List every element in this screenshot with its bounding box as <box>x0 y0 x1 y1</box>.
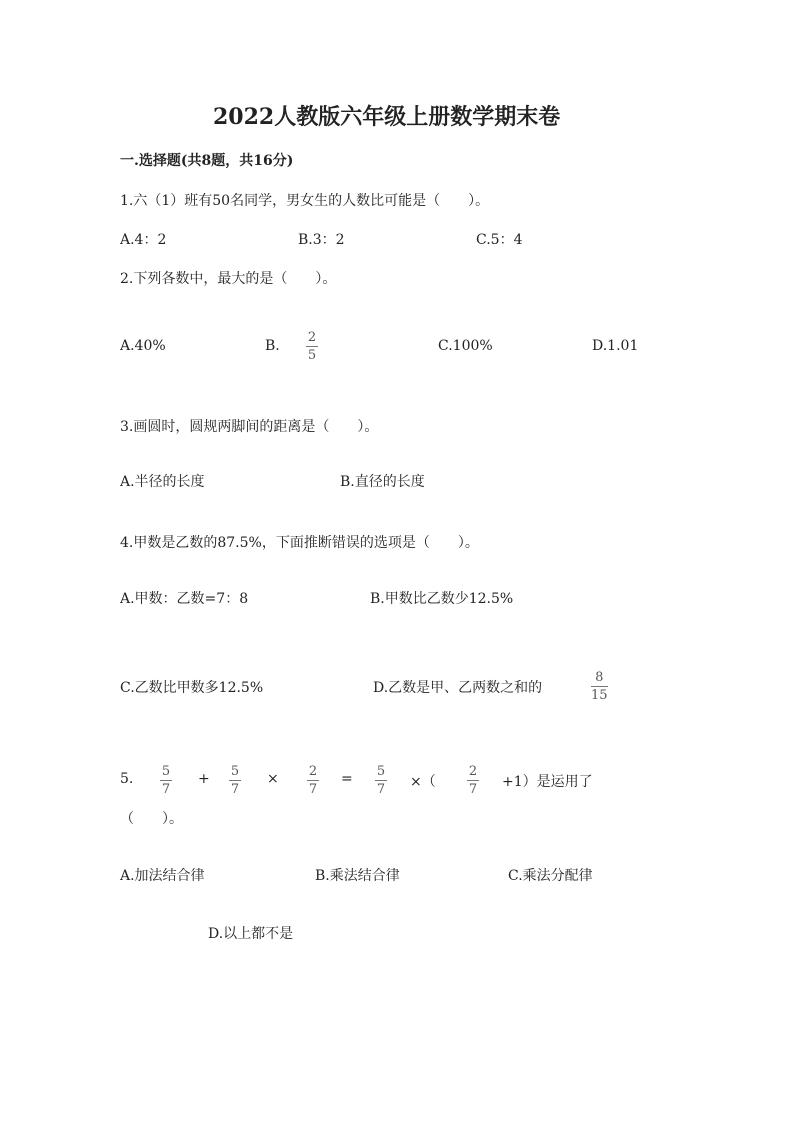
question-4-stem: 4.甲数是乙数的87.5%，下面推断错误的选项是（ ）。 <box>120 535 479 551</box>
fraction-bar <box>591 686 608 687</box>
page-title: 2022人教版六年级上册数学期末卷 <box>213 104 561 130</box>
fraction-denominator: 15 <box>591 688 608 703</box>
question-1-option-a: A.4：2 <box>120 232 167 248</box>
question-2-option-b-label: B. <box>265 338 280 354</box>
fraction-bar <box>229 780 241 781</box>
fraction-numerator: 2 <box>468 764 478 779</box>
fraction-numerator: 2 <box>308 764 318 779</box>
plus-sign: + <box>198 771 210 787</box>
fraction-q5-5 <box>467 764 479 797</box>
question-2-option-d: D.1.01 <box>592 338 639 354</box>
fraction-numerator: 5 <box>376 764 386 779</box>
section-heading: 一.选择题(共8题，共16分) <box>120 153 294 169</box>
question-3-option-b: B.直径的长度 <box>340 474 425 490</box>
question-4-option-c: C.乙数比甲数多12.5% <box>120 680 264 696</box>
question-2-stem: 2.下列各数中，最大的是（ ）。 <box>120 271 337 287</box>
fraction-q5-3 <box>307 764 319 797</box>
question-3-option-a: A.半径的长度 <box>120 474 205 490</box>
question-5-option-c: C.乘法分配律 <box>508 868 593 884</box>
fraction-q5-1 <box>160 764 172 797</box>
fraction-bar <box>467 780 479 781</box>
question-1-option-c: C.5：4 <box>476 232 523 248</box>
fraction-numerator: 5 <box>230 764 240 779</box>
fraction-denominator: 5 <box>307 348 317 363</box>
fraction-bar <box>160 780 172 781</box>
question-1-option-b: B.3：2 <box>298 232 345 248</box>
fraction-denominator: 7 <box>468 782 478 797</box>
fraction-two-fifths <box>306 330 318 363</box>
fraction-denominator: 7 <box>230 782 240 797</box>
question-2-option-a: A.40% <box>120 338 166 354</box>
fraction-numerator: 5 <box>161 764 171 779</box>
fraction-numerator: 2 <box>307 330 317 345</box>
question-2-option-c: C.100% <box>438 338 493 354</box>
fraction-denominator: 7 <box>161 782 171 797</box>
fraction-q5-4 <box>375 764 387 797</box>
fraction-bar <box>306 346 318 347</box>
fraction-bar <box>375 780 387 781</box>
question-4-option-d: D.乙数是甲、乙两数之和的 <box>373 680 543 696</box>
question-5-number: 5. <box>120 771 134 787</box>
question-1-stem: 1.六（1）班有50名同学，男女生的人数比可能是（ ）。 <box>120 193 490 209</box>
fraction-bar <box>307 780 319 781</box>
question-4-option-a: A.甲数：乙数=7：8 <box>120 591 249 607</box>
fraction-denominator: 7 <box>376 782 386 797</box>
question-5-tail: +1）是运用了 <box>502 774 593 790</box>
question-3-stem: 3.画圆时，圆规两脚间的距离是（ ）。 <box>120 419 379 435</box>
fraction-eight-fifteenths <box>591 670 608 703</box>
fraction-numerator: 8 <box>595 670 604 685</box>
question-5-option-b: B.乘法结合律 <box>315 868 400 884</box>
question-5-option-d: D.以上都不是 <box>208 926 294 942</box>
times-sign: × <box>267 771 279 787</box>
equals-sign: = <box>341 771 353 787</box>
question-5-option-a: A.加法结合律 <box>120 868 205 884</box>
question-4-option-b: B.甲数比乙数少12.5% <box>370 591 514 607</box>
fraction-q5-2 <box>229 764 241 797</box>
question-5-blank: （ ）。 <box>120 811 183 827</box>
fraction-denominator: 7 <box>308 782 318 797</box>
times-open-paren: ×（ <box>410 774 436 790</box>
